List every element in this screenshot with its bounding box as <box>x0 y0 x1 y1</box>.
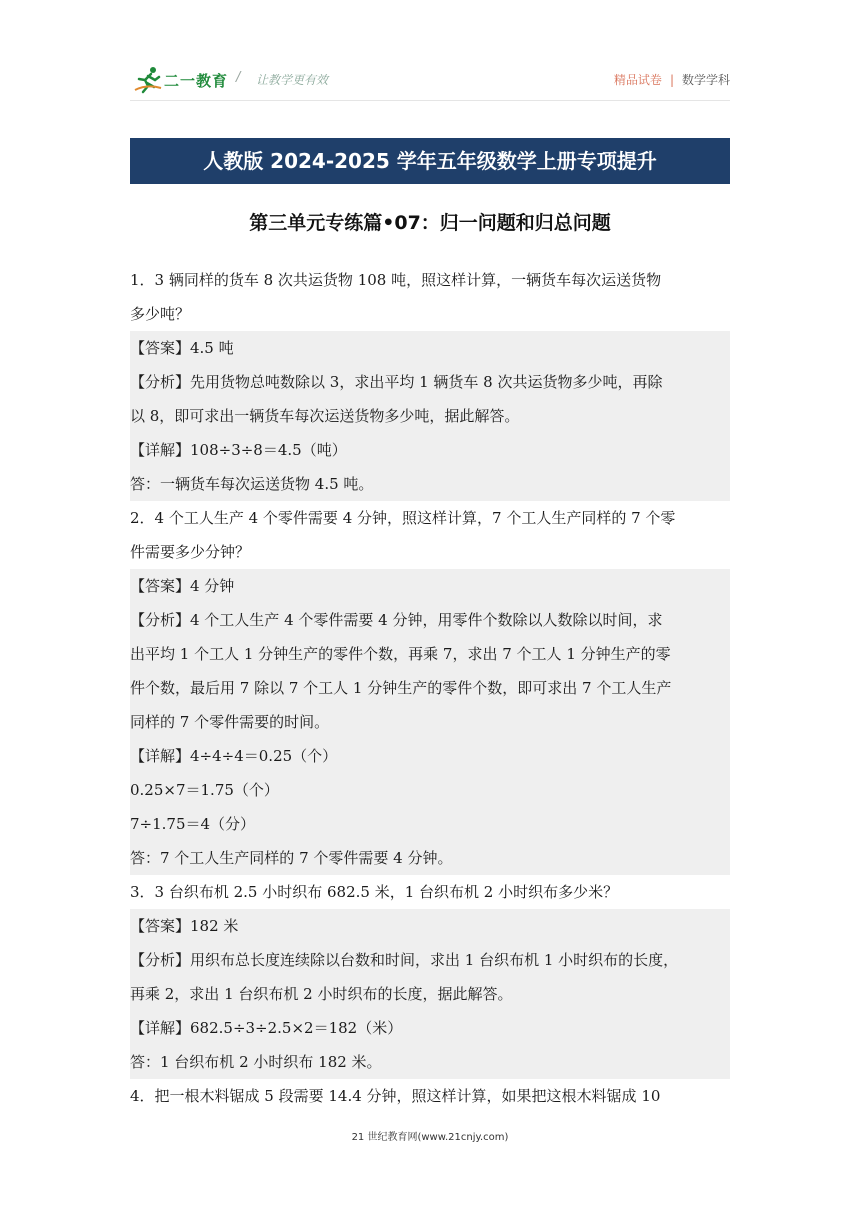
solution-line: 【答案】182 米 <box>130 909 730 943</box>
header-tags <box>614 71 730 88</box>
exercise-content <box>130 263 730 1113</box>
solution-line: 出平均 1 个工人 1 分钟生产的零件个数，再乘 7，求出 7 个工人 1 分钟生产的零 <box>130 637 730 671</box>
solution-line: 件个数，最后用 7 除以 7 个工人 1 分钟生产的零件个数，即可求出 7 个工人生产 <box>130 671 730 705</box>
subject-tag: 数学学科 <box>681 73 730 87</box>
question-line: 3．3 台织布机 2.5 小时织布 682.5 米，1 台织布机 2 小时织布多少米？ <box>130 883 619 901</box>
solution-line: 0.25×7＝1.75（个） <box>130 773 730 807</box>
solution-line: 【详解】108÷3÷8＝4.5（吨） <box>130 433 730 467</box>
brand-name: 二一教育 <box>164 72 229 90</box>
page-footer: 21 世纪教育网(www.21cnjy.com) <box>351 1132 509 1143</box>
header-divider <box>130 100 730 101</box>
solution-line: 【详解】682.5÷3÷2.5×2＝182（米） <box>130 1011 730 1045</box>
solution-line: 答：1 台织布机 2 小时织布 182 米。 <box>130 1045 730 1079</box>
question-line: 4．把一根木料锯成 5 段需要 14.4 分钟，照这样计算，如果把这根木料锯成 10 <box>130 1087 661 1105</box>
solution-line: 再乘 2，求出 1 台织布机 2 小时织布的长度，据此解答。 <box>130 977 730 1011</box>
page-header <box>130 64 730 100</box>
brand-slogan: 让教学更有效 <box>256 73 329 87</box>
solution-line: 【答案】4.5 吨 <box>130 331 730 365</box>
premium-tag: 精品试卷 <box>613 73 662 87</box>
document-subtitle: 第三单元专练篇•07：归一问题和归总问题 <box>249 212 611 234</box>
question-line: 1．3 辆同样的货车 8 次共运货物 108 吨，照这样计算，一辆货车每次运送货物 <box>130 271 662 289</box>
tag-separator: | <box>669 73 674 87</box>
solution-line: 【分析】先用货物总吨数除以 3，求出平均 1 辆货车 8 次共运货物多少吨，再除 <box>130 365 730 399</box>
solution-line: 7÷1.75＝4（分） <box>130 807 730 841</box>
document-title: 人教版 2024-2025 学年五年级数学上册专项提升 <box>130 138 730 184</box>
question-line: 2．4 个工人生产 4 个零件需要 4 分钟，照这样计算，7 个工人生产同样的 7 个零 <box>130 509 676 527</box>
solution-line: 【分析】用织布总长度连续除以台数和时间，求出 1 台织布机 1 小时织布的长度， <box>130 943 730 977</box>
solution-line: 答：7 个工人生产同样的 7 个零件需要 4 分钟。 <box>130 841 730 875</box>
solution-line: 同样的 7 个零件需要的时间。 <box>130 705 730 739</box>
question-line: 多少吨？ <box>130 305 191 323</box>
question-line: 件需要多少分钟？ <box>130 543 251 561</box>
solution-line: 【详解】4÷4÷4＝0.25（个） <box>130 739 730 773</box>
solution-line: 以 8，即可求出一辆货车每次运送货物多少吨，据此解答。 <box>130 399 730 433</box>
solution-line: 答：一辆货车每次运送货物 4.5 吨。 <box>130 467 730 501</box>
brand-slash: / <box>236 70 241 85</box>
solution-line: 【答案】4 分钟 <box>130 569 730 603</box>
solution-line: 【分析】4 个工人生产 4 个零件需要 4 分钟，用零件个数除以人数除以时间，求 <box>130 603 730 637</box>
runner-logo-icon <box>133 64 163 94</box>
